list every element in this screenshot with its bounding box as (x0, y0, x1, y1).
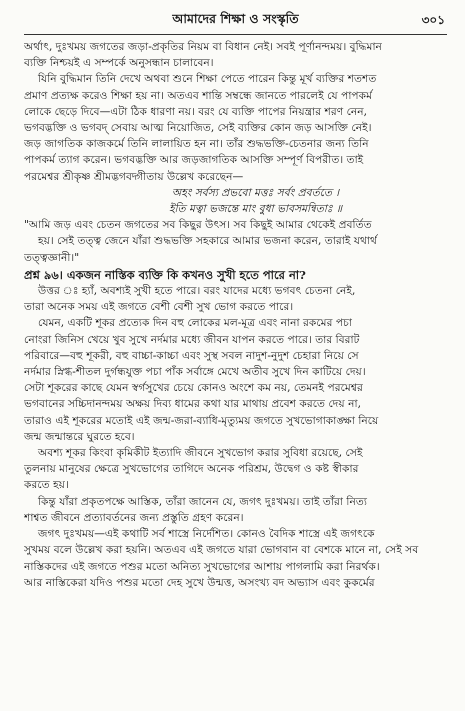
text-line: শাশ্বত জীবনে প্রত্যাবর্তনের জন্য প্রস্তুতি গ্রহণ করেন। (24, 510, 244, 524)
verse-line: অহং সর্বস্য প্রভবো মত্তঃ সর্বং প্রবর্ততে । (171, 185, 340, 199)
text-line: উত্তর ঃ হ্যাঁ, অবশ্যই সুখী হতে পারে। বরং যাদের মধ্যে ভগবৎ চেতনা নেই, (38, 284, 356, 298)
text-line: অবশ্য শূকর কিংবা কৃমিকীট ইত্যাদি জীবনে সুখভোগ করার সুবিধা রয়েছে, সেই (38, 446, 363, 460)
text-line: নাস্তিকদের এই জগতে পশুর মতো অনিত্য সুখভোগের আশায় পাগলামি করা নিরর্থক। (24, 559, 380, 573)
text-line: হয়। সেই তত্ত্ব জেনে যাঁরা শুদ্ধভক্তি সহকারে আমার ভজনা করেন, তারাই যথার্থ (38, 234, 377, 248)
text-line: পরমেশ্বর শ্রীকৃষ্ণ শ্রীমদ্ভগবদ্গীতায় উল্লেখ করেছেন— (24, 169, 244, 183)
question-heading: প্রশ্ন ৯৬। একজন নাস্তিক ব্যক্তি কি কখনও সুখী হতে পারে না? (24, 267, 306, 282)
text-line: জড় জাগতিক কাজকর্মে তিনি লালায়িত হন না। তাঁর শুদ্ধভক্তি-চেতনার জন্য তিনি (24, 137, 369, 151)
text-line: যেমন, একটি শূকর প্রত্যেক দিন বহু লোকের মল-মূত্র এবং নানা রকমের পচা (38, 316, 352, 330)
text-line: করতে হয়। (24, 478, 69, 492)
text-line: প্রমাণ প্রত্যক্ষ করেও শিক্ষা হয় না। অতএব শান্তি সম্বন্ধে জানতে পারলেই যে পাপকর্ম (24, 88, 373, 102)
text-line: অর্থাৎ, দুঃখময় জগতের জড়া-প্রকৃতির নিয়ম বা বিধান নেই। সবই পূর্ণানন্দময়। বুদ্ধিমান (24, 40, 382, 53)
text-line: তারা অনেক সময় এই জগতে বেশী বেশী সুখ ভোগ করতে পারে। (24, 300, 294, 314)
text-line: ভগবানের সচ্চিদানন্দময় অক্ষয় দিব্য ধামের কথা যার মাথায় প্রবেশ করতে দেয় না, (24, 397, 361, 411)
text-line: ব্যক্তি নিশ্চয়ই এ সম্পর্কে অনুসন্ধান চালাবেন। (24, 56, 214, 70)
text-line: "আমি জড় এবং চেতন জগতের সব কিছুর উৎস। সব কিছুই আমার থেকেই প্রবর্তিত (24, 218, 372, 232)
text-line: সুখময় বলে উল্লেখ করা হয়নি। অতএব এই জগতে যারা ভোগবান বা বেশকে মানে না, সেই সব (24, 543, 419, 557)
text-line: লোকে ছেড়ে দিবে—এটা ঠিক ধারণা নয়। বরং যে ব্যক্তি পাপের নিয়ন্ত্রার শরণ নেন, (24, 104, 368, 118)
text-line: জন্ম জন্মান্তরে ঘুরতে হবে। (24, 429, 135, 443)
text-line: তুলনায় মানুষের ক্ষেত্রে সুখভোগের তাগিদে অনেক পরিশ্রম, উদ্বেগ ও কষ্ট স্বীকার (24, 462, 359, 476)
page-body (24, 39, 447, 591)
text-line: ভগবদ্ভক্তি ও ভগবদ্ সেবায় আত্ম নিয়োজিত, সেই ব্যক্তির কোন জড় আসক্তি নেই। (24, 121, 372, 135)
text-line: আর নাস্তিকেরা যদিও পশুর মতো দেহ সুখে উন্মত্ত, অসংখ্য বদ অভ্যাস এবং কুকর্মের (24, 575, 375, 589)
header-title: আমাদের শিক্ষা ও সংস্কৃতি (172, 11, 299, 26)
running-header (24, 8, 447, 35)
text-line: তত্ত্বজ্ঞানী।" (24, 250, 80, 264)
page-number: ৩০১ (421, 13, 445, 27)
text-line: জগৎ দুঃখময়—এই কথাটি সর্ব শাস্ত্রে নির্দেশিত। কোনও বৈদিক শাস্ত্রে এই জগৎকে (38, 527, 375, 541)
text-line: কিন্তু যাঁরা প্রকৃতপক্ষে আস্তিক, তাঁরা জানেন যে, জগৎ দুঃখময়। তাই তাঁরা নিত্য (38, 494, 367, 508)
verse-line: ইতি মত্বা ভজন্তে মাং বুধা ভাবসমন্বিতাঃ ॥ (168, 202, 343, 216)
text-line: সেটা শূকরের কাছে যেমন স্বর্গসুখের চেয়ে কোনও অংশে কম নয়, তেমনই পরমেশ্বর (24, 381, 363, 395)
text-line: নোংরা জিনিস খেয়ে খুব সুখে নর্দমার মধ্যে জীবন যাপন করতে পারে। তার বিরাট (24, 332, 360, 346)
text-line: নর্দমার স্নিগ্ধ-শীতল দুর্গন্ধযুক্ত পচা পাঁক সর্বাঙ্গে মেখে অতীব সুখে দিন কাটিয়ে দেয়। (24, 365, 366, 379)
text-line: পাপকর্ম ত্যাগ করেন। ভগবদ্ভক্তি আর জড়জাগতিক আসক্তি সম্পূর্ণ বিপরীত। তাই (24, 153, 364, 167)
text-line: যিনি বুদ্ধিমান তিনি দেখে অথবা শুনে শিক্ষা পেতে পারেন কিন্তু মূর্খ ব্যক্তির শতশত (38, 72, 377, 86)
text-line: পরিবারে—বহু শূকরী, বহু বাচ্চা-কাচ্চা এবং সুস্থ সবল নাদুশ-নুদুশ চেহারা নিয়ে সে (24, 348, 359, 362)
text-line: তারাও এই শূকরের মতোই এই জন্ম-জরা-ব্যাধি-মৃত্যুময় জগতে সুখভোগাকাঙ্ক্ষা নিয়ে (24, 413, 379, 427)
